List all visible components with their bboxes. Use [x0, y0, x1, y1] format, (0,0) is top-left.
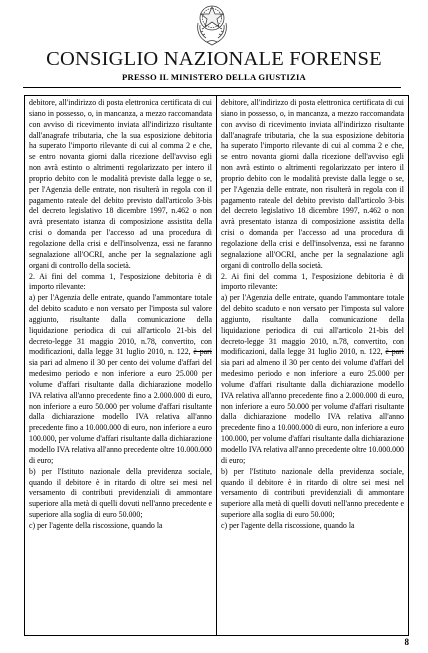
left-column: [25, 96, 217, 636]
struck-text: è pari: [385, 347, 404, 357]
comparison-table: [24, 95, 409, 636]
page-number: 8: [404, 637, 409, 647]
paragraph-comma-1: debitore, all'indirizzo di posta elettronica certificata di cui siano in possesso, o, in mancanza, a mezzo raccomandata con avviso di ricevimento inviata all'indirizzo risultante dall'anagrafe tributaria, che la sua esposizione debitoria ha superato l'importo rilevante di cui al comma 2 e che, se entro novanta giorni dalla ricezione dell'avviso egli non avrà estinto o altrimenti regolarizzato per intero il proprio debito con le modalità previste dalla legge o se, per l'Agenzia delle entrate, non risulterà in regola con il pagamento rateale del debito previsto dall'articolo 3-bis del decreto legislativo 18 dicembre 1997, n.462 o non avrà presentato istanza di composizione assistita della crisi o domanda per l'accesso ad una procedura di regolazione della crisi e dell'insolvenza, essi ne faranno segnalazione all'OCRI, anche per la segnalazione agli organi di controllo della società.: [221, 98, 404, 270]
header-divider: [23, 87, 401, 88]
italian-republic-emblem-icon: [193, 3, 231, 47]
letter-a-text: a) per l'Agenzia delle entrate, quando l'ammontare totale del debito scaduto e non versato per l'imposta sul valore aggiunto, risultante dalla comunicazione della liquidazione periodica di cui all'articolo 21-bis del decreto-legge 31 maggio 2010, n.78, convertito, con modificazioni, dalla legge 31 luglio 2010, n. 122,: [221, 293, 404, 357]
paragraph-letter-b: b) per l'Istituto nazionale della previdenza sociale, quando il debitore è in ritardo di oltre sei mesi nel versamento di contributi previdenziali di ammontare superiore alla metà di quelli dovuti nell'anno precedente e superiore alla soglia di euro 50.000;: [29, 466, 212, 520]
paragraph-comma-2: 2. Ai fini del comma 1, l'esposizione debitoria è di importo rilevante:: [29, 271, 212, 292]
paragraph-letter-b: b) per l'Istituto nazionale della previdenza sociale, quando il debitore è in ritardo di oltre sei mesi nel versamento di contributi previdenziali di ammontare superiore alla metà di quelli dovuti nell'anno precedente e superiore alla soglia di euro 50.000;: [221, 466, 404, 520]
letter-a-continuation: sia pari ad almeno il 30 per cento dei volume d'affari del medesimo periodo e non inferiore a euro 25.000 per volume d'affari risultante dalla dichiarazione modello IVA relativa all'anno precedente fino a 2.000.000 di euro, non inferiore a euro 50.000 per volume d'affari risultante dalla dichiarazione modello IVA relativa all'anno precedente fino a 10.000.000 di euro, non inferiore a euro 100.000, per volume d'affari risultante dalla dichiarazione modello IVA relativa all'anno precedente oltre 10.000.000 di euro;: [221, 358, 404, 465]
struck-text: è pari: [193, 347, 212, 357]
letter-a-text: a) per l'Agenzia delle entrate, quando l'ammontare totale del debito scaduto e non versato per l'imposta sul valore aggiunto, risultante dalla comunicazione della liquidazione periodica di cui all'articolo 21-bis del decreto-legge 31 maggio 2010, n.78, convertito, con modificazioni, dalla legge 31 luglio 2010, n. 122,: [29, 293, 212, 357]
paragraph-letter-c: c) per l'agente della riscossione, quando la: [221, 520, 355, 530]
paragraph-letter-a: [29, 293, 212, 467]
page-title: CONSIGLIO NAZIONALE FORENSE: [46, 48, 382, 70]
letter-a-continuation: sia pari ad almeno il 30 per cento dei volume d'affari del medesimo periodo e non inferiore a euro 25.000 per volume d'affari risultante dalla dichiarazione modello IVA relativa all'anno precedente fino a 2.000.000 di euro, non inferiore a euro 50.000 per volume d'affari risultante dalla dichiarazione modello IVA relativa all'anno precedente fino a 10.000.000 di euro, non inferiore a euro 100.000, per volume d'affari risultante dalla dichiarazione modello IVA relativa all'anno precedente oltre 10.000.000 di euro;: [29, 358, 212, 465]
paragraph-comma-2: 2. Ai fini del comma 1, l'esposizione debitoria è di importo rilevante:: [221, 271, 404, 292]
paragraph-letter-a: [221, 293, 404, 467]
right-column: [217, 96, 409, 636]
paragraph-letter-c: c) per l'agente della riscossione, quando la: [29, 520, 163, 530]
table-row: [25, 96, 409, 636]
page-subtitle: PRESSO IL MINISTERO DELLA GIUSTIZIA: [121, 72, 307, 82]
paragraph-comma-1: debitore, all'indirizzo di posta elettronica certificata di cui siano in possesso, o, in mancanza, a mezzo raccomandata con avviso di ricevimento inviata all'indirizzo risultante dall'anagrafe tributaria, che la sua esposizione debitoria ha superato l'importo rilevante di cui al comma 2 e che, se entro novanta giorni dalla ricezione dell'avviso egli non avrà estinto o altrimenti regolarizzato per intero il proprio debito con le modalità previste dalla legge o se, per l'Agenzia delle entrate, non risulterà in regola con il pagamento rateale del debito previsto dall'articolo 3-bis del decreto legislativo 18 dicembre 1997, n.462 o non avrà presentato istanza di composizione assistita della crisi o domanda per l'accesso ad una procedura di regolazione della crisi e dell'insolvenza, essi ne faranno segnalazione all'OCRI, anche per la segnalazione agli organi di controllo della società.: [29, 98, 212, 270]
